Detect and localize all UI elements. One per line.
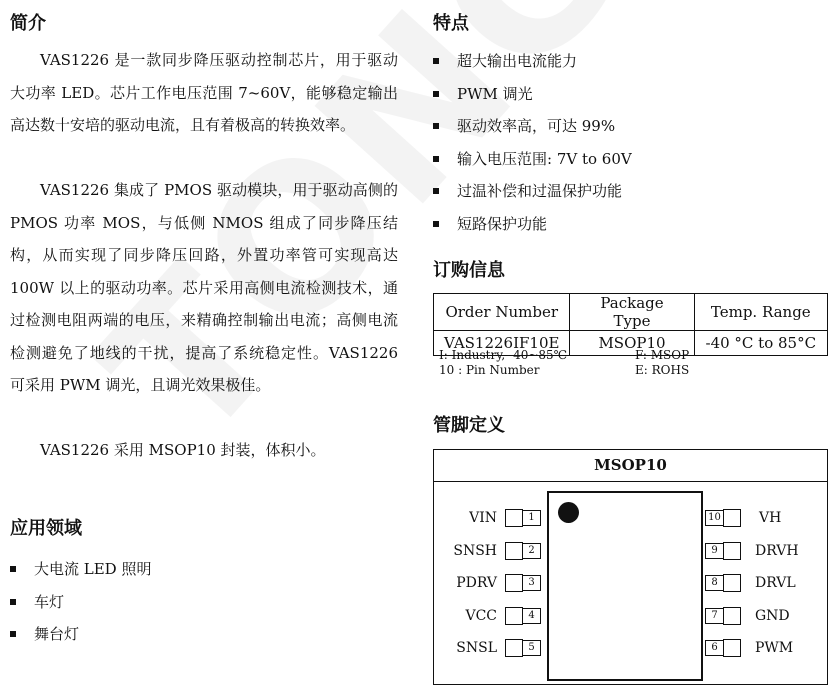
applications-list xyxy=(10,553,151,651)
pin-name: PWM xyxy=(755,640,794,656)
pin-name: VH xyxy=(759,510,782,526)
pin-6: 6 xyxy=(705,639,745,657)
pin-name: PDRV xyxy=(456,575,497,591)
list-item: 车灯 xyxy=(10,586,151,619)
note-text: F: MSOP xyxy=(635,348,690,362)
bullet-icon xyxy=(433,123,439,129)
pin-name: VIN xyxy=(469,510,497,526)
note-text: 10 : Pin Number xyxy=(439,363,540,377)
pin-5: 5 xyxy=(505,639,545,657)
table-header: Package Type xyxy=(570,294,694,331)
table-cell: MSOP10 xyxy=(570,331,694,356)
note-text: E: ROHS xyxy=(635,363,690,377)
intro-paragraph-1: VAS1226 是一款同步降压驱动控制芯片，用于驱动大功率 LED。芯片工作电压范围 7~60V，能够稳定输出高达数十安培的驱动电流，且有着极高的转换效率。 xyxy=(10,51,398,134)
list-item: 输入电压范围: 7V to 60V xyxy=(433,143,632,176)
table-header: Temp. Range xyxy=(694,294,827,331)
pin-9: 9 xyxy=(705,542,745,560)
pin-10: 10 xyxy=(705,509,745,527)
pin-name: DRVL xyxy=(755,575,796,591)
list-item: PWM 调光 xyxy=(433,78,632,111)
package-title: MSOP10 xyxy=(434,450,827,482)
pin-2: 2 xyxy=(505,542,545,560)
ordering-notes xyxy=(439,348,689,378)
pin-1: 1 xyxy=(505,509,545,527)
list-item: 舞台灯 xyxy=(10,618,151,651)
bullet-icon xyxy=(10,566,16,572)
bullet-icon xyxy=(433,91,439,97)
table-cell: VAS1226IF10E xyxy=(434,331,570,356)
table-header-row xyxy=(434,294,828,331)
bullet-icon xyxy=(10,599,16,605)
bullet-icon xyxy=(433,188,439,194)
pin-name: SNSL xyxy=(456,640,497,656)
pin-3: 3 xyxy=(505,574,545,592)
applications-title: 应用领域 xyxy=(10,518,82,539)
note-text: I: Industry, -40~85℃ xyxy=(439,348,568,362)
pinout-title: 管脚定义 xyxy=(433,415,505,436)
intro-title: 简介 xyxy=(10,13,46,34)
intro-paragraph-2: VAS1226 集成了 PMOS 驱动模块，用于驱动高侧的 PMOS 功率 MOS，与低侧 NMOS 组成了同步降压结构，从而实现了同步降压回路，外置功率管可实现高达 100W 以上的驱动功率。芯片采用高侧电流检测技术，通过检测电阻两端的电压，来精确控制输出电流；高侧电流检测避免了地线的干扰，提高了系统稳定性。VAS1226 可采用 PWM 调光，且调光效果极佳。 xyxy=(10,181,398,394)
pin-name: VCC xyxy=(465,608,497,624)
pin-name: GND xyxy=(755,608,790,624)
features-title: 特点 xyxy=(433,13,469,34)
bullet-icon xyxy=(433,156,439,162)
list-item: 大电流 LED 照明 xyxy=(10,553,151,586)
pin1-marker-icon xyxy=(558,502,579,523)
list-item: 过温补偿和过温保护功能 xyxy=(433,175,632,208)
pin-name: DRVH xyxy=(755,543,799,559)
pinout-diagram xyxy=(433,449,828,685)
list-item: 超大输出电流能力 xyxy=(433,45,632,78)
list-item: 短路保护功能 xyxy=(433,208,632,241)
ordering-title: 订购信息 xyxy=(433,260,505,281)
intro-paragraph-3: VAS1226 采用 MSOP10 封装，体积小。 xyxy=(40,441,326,459)
bullet-icon xyxy=(433,58,439,64)
chip-body xyxy=(547,491,703,681)
ordering-table xyxy=(433,293,828,356)
bullet-icon xyxy=(10,631,16,637)
pin-4: 4 xyxy=(505,607,545,625)
list-item: 驱动效率高，可达 99% xyxy=(433,110,632,143)
features-list xyxy=(433,45,632,240)
table-cell: -40 °C to 85°C xyxy=(694,331,827,356)
table-header: Order Number xyxy=(434,294,570,331)
pin-7: 7 xyxy=(705,607,745,625)
pin-8: 8 xyxy=(705,574,745,592)
pin-name: SNSH xyxy=(453,543,497,559)
bullet-icon xyxy=(433,221,439,227)
